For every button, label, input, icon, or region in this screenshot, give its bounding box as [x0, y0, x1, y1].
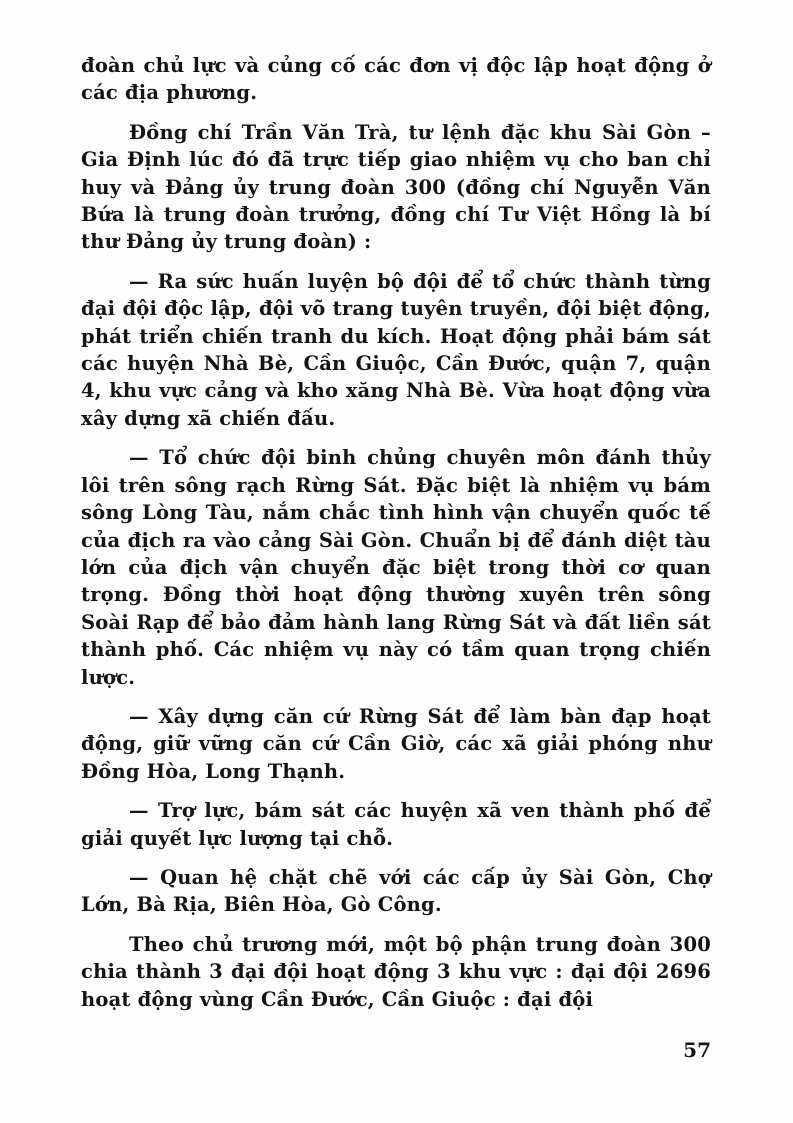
body-text: [81, 52, 711, 1025]
paragraph-task-support: — Trợ lực, bám sát các huyện xã ven thành phố để giải quyết lực lượng tại chỗ.: [81, 799, 711, 850]
paragraph-task-training: — Ra sức huấn luyện bộ đội để tổ chức thành từng đại đội độc lập, đội võ trang tuyên truyền, đội biệt động, phát triển chiến tranh du kích. Hoạt động phải bám sát các huyện Nhà Bè, Cần Giuộc, Cần Đước, quận 7, quận 4, khu vực cảng và kho xăng Nhà Bè. Vừa hoạt động vừa xây dựng xã chiến đấu.: [81, 269, 711, 430]
page-number: 57: [683, 1038, 711, 1062]
paragraph-task-base: — Xây dựng căn cứ Rừng Sát để làm bàn đạp hoạt động, giữ vững căn cứ Cần Giờ, các xã giải phóng như Đồng Hòa, Long Thạnh.: [81, 704, 711, 783]
paragraph-continuation: đoàn chủ lực và củng cố các đơn vị độc lập hoạt động ở các địa phương.: [81, 54, 711, 105]
paragraph-new-policy: Theo chủ trương mới, một bộ phận trung đoàn 300 chia thành 3 đại đội hoạt động 3 khu vực : đại đội 2696 hoạt động vùng Cần Đước, Cần Giuộc : đại đội: [81, 932, 711, 1011]
paragraph-task-mines: — Tổ chức đội binh chủng chuyên môn đánh thủy lôi trên sông rạch Rừng Sát. Đặc biệt là nhiệm vụ bám sông Lòng Tàu, nắm chắc tình hình vận chuyển quốc tế của địch ra vào cảng Sài Gòn. Chuẩn bị để đánh diệt tàu lớn của địch vận chuyển đặc biệt trong thời cơ quan trọng. Đồng thời hoạt động thường xuyên trên sông Soài Rạp để bảo đảm hành lang Rừng Sát và đất liền sát thành phố. Các nhiệm vụ này có tầm quan trọng chiến lược.: [81, 446, 711, 689]
paragraph-tran-van-tra: Đồng chí Trần Văn Trà, tư lệnh đặc khu Sài Gòn – Gia Định lúc đó đã trực tiếp giao nhiệm vụ cho ban chỉ huy và Đảng ủy trung đoàn 300 (đồng chí Nguyễn Văn Bứa là trung đoàn trưởng, đồng chí Tư Việt Hồng là bí thư Đảng ủy trung đoàn) :: [81, 120, 711, 254]
paragraph-task-relations: — Quan hệ chặt chẽ với các cấp ủy Sài Gòn, Chợ Lớn, Bà Rịa, Biên Hòa, Gò Công.: [81, 865, 711, 917]
